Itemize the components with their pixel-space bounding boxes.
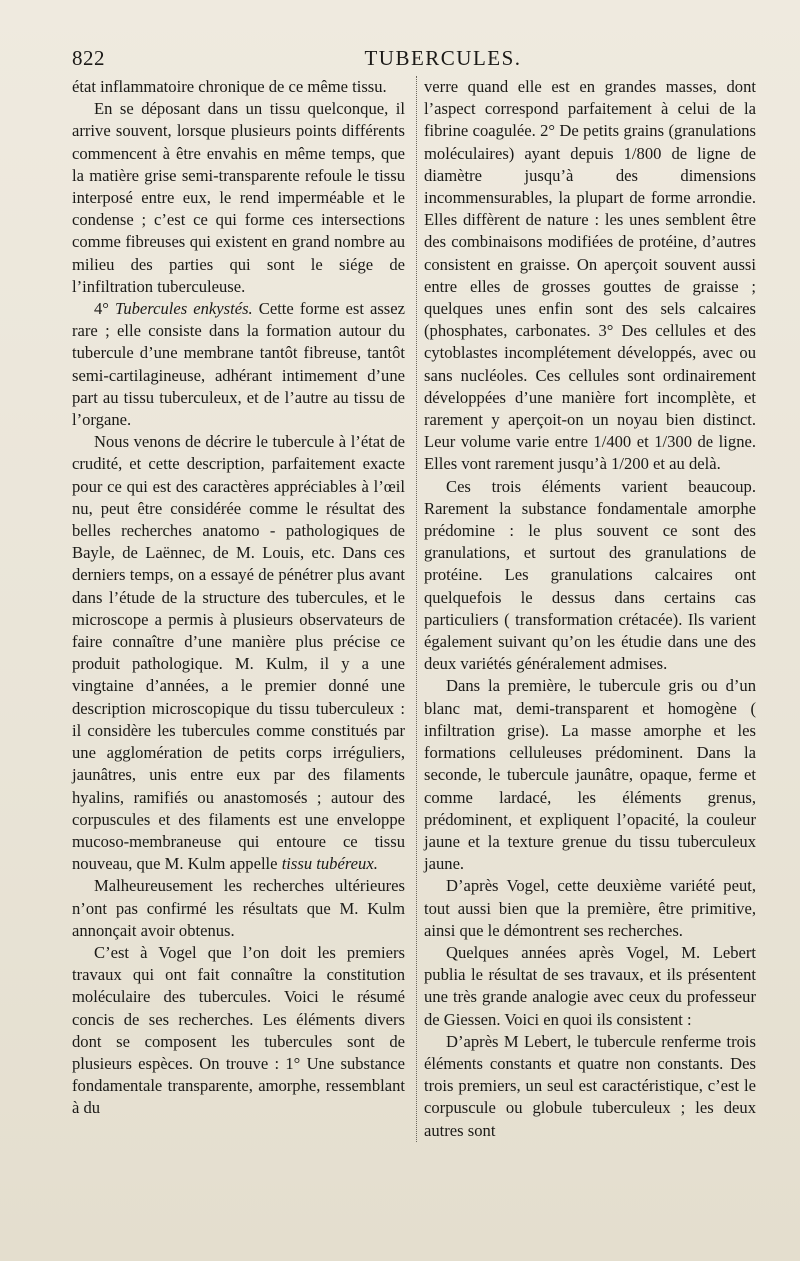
paragraph: Ces trois éléments varient beaucoup. Rarement la substance fondamentale amorphe prédomine : le plus souvent ce sont des granulations, et surtout des granulations de protéine. Les granulations calcaires ont quelquefois le dessus dans certains cas particuliers ( transformation crétacée). Ils varient également suivant qu’on les étudie dans une des deux variétés généralement admises. [424,476,756,674]
left-column [72,76,405,1142]
paragraph: En se déposant dans un tissu quelconque, il arrive souvent, lorsque plusieurs points différents commencent à être envahis en même temps, que la matière grise semi-transparente refoule le tissu interposé entre eux, le rend imperméable et le condense ; c’est ce qui forme ces intersections comme fibreuses qui existent en grand nombre au milieu des parties qui sont le siége de l’infiltration tuberculeuse. [72,99,405,296]
running-head: TUBERCULES. [364,46,522,70]
paragraph: C’est à Vogel que l’on doit les premiers travaux qui ont fait connaître la constitution moléculaire des tubercules. Voici le résumé concis de ses recherches. Les éléments divers dont se composent les tubercules sont de plusieurs espèces. On trouve : 1° Une substance fondamentale transparente, amorphe, ressemblant à du [72,942,405,1118]
text-columns [72,76,756,1142]
paragraph: 4° Tubercules enkystés. Cette forme est assez rare ; elle consiste dans la formation autour du tubercule d’une membrane tantôt fibreuse, tantôt semi-cartilagineuse, adhérant intimement d’une part au tissu tuberculeux, et de l’autre au tissu de l’organe. [72,299,405,430]
paragraph: Dans la première, le tubercule gris ou d’un blanc mat, demi-transparent et homogène ( infiltration grise). La masse amorphe et les formations celluleuses prédominent. Dans la seconde, le tubercule jaunâtre, opaque, ferme et comme lardacé, les éléments grenus, prédominent, et expliquent l’opacité, la couleur jaune et la texture grenue du tissu tuberculeux jaune. [424,676,756,874]
italic-term: tissu tubéreux. [281,854,378,874]
paragraph: Malheureusement les recherches ultérieures n’ont pas confirmé les résultats que M. Kulm annonçait avoir obtenus. [72,876,405,940]
italic-term: Tubercules enkystés. [115,299,253,319]
paragraph: D’après Vogel, cette deuxième variété peut, tout aussi bien que la première, être primitive, ainsi que le démontrent ses recherches. [424,876,756,940]
paragraph: D’après M Lebert, le tubercule renferme trois éléments constants et quatre non constants. Des trois premiers, un seul est caractéristique, c’est le corpuscule ou globule tuberculeux ; les deux autres sont [424,1031,756,1140]
paragraph: Quelques années après Vogel, M. Lebert publia le résultat de ses travaux, et ils présentent une très grande analogie avec ceux du professeur de Giessen. Voici en quoi ils consistent : [424,942,756,1029]
paragraph: Nous venons de décrire le tubercule à l’état de crudité, et cette description, parfaitement exacte pour ce qui est des caractères appréciables à l’œil nu, peut être considérée comme le résultat des belles recherches anatomo - pathologiques de Bayle, de Laënnec, de M. Louis, etc. Dans ces derniers temps, on a essayé de pénétrer plus avant dans l’étude de la structure des tubercules, et le microscope a permis à plusieurs observateurs de faire connaître d’une manière plus précise ce produit pathologique. M. Kulm, il y a une vingtaine d’années, a le premier donné une description microscopique du tissu tuberculeux : il considère les tubercules comme constitués par une agglomération de petits corps irréguliers, jaunâtres, unis entre eux par des filaments hyalins, ramifiés ou anastomosés ; autour des corpuscules et des filaments est une enveloppe mucoso-membraneuse qui entoure ce tissu nouveau, que M. Kulm appelle tissu tubéreux. [72,432,405,874]
paragraph: état inflammatoire chronique de ce même tissu. [72,77,387,96]
page-header [72,44,756,74]
page-number: 822 [72,46,105,70]
right-column [424,76,756,1142]
paragraph: verre quand elle est en grandes masses, dont l’aspect correspond parfaitement à celui de la fibrine coagulée. 2° De petits grains (granulations moléculaires) ayant depuis 1/800 de ligne de diamètre jusqu’à des dimensions incommensurables, la plupart de forme arrondie. Elles diffèrent de nature : les unes semblent être des combinaisons modifiées de protéine, d’autres consistent en graisse. On aperçoit souvent aussi entre elles de grosses gouttes de graisse ; quelques unes enfin sont des sels calcaires (phosphates, carbonates. 3° Des cellules et des cytoblastes incomplétement développés, avec ou sans nucléoles. Ces cellules sont ordinairement développées d’une manière fort incomplète, et rarement y aperçoit-on un noyau bien distinct. Leur volume varie entre 1/400 et 1/300 de ligne. Elles vont rarement jusqu’à 1/200 et au delà. [424,77,756,474]
column-divider [416,76,417,1142]
